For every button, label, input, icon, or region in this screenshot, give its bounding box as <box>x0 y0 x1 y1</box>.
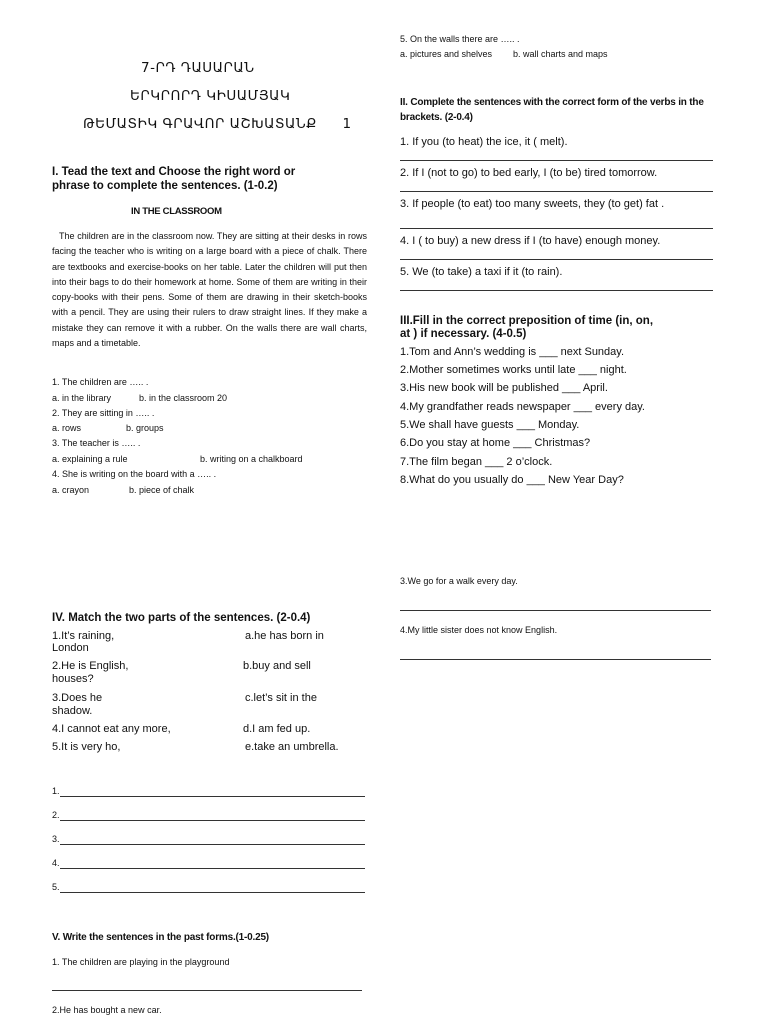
match-right-c: c.let’s sit in the <box>245 692 317 704</box>
match-right-b: b.buy and sell <box>243 660 311 672</box>
question-1-option-a: a. in the library <box>52 393 112 403</box>
grade-heading: 7-ՐԴ ԴԱՍԱՐԱՆ <box>141 60 255 76</box>
question-5: 5. On the walls there are ….. . <box>400 34 520 44</box>
past-sentence-3: 3.We go for a walk every day. <box>400 576 518 586</box>
match-left-3: 3.Does he <box>52 692 103 704</box>
answer-label-4: 4. <box>52 858 60 868</box>
work-heading <box>83 116 352 132</box>
question-3-option-b: b. writing on a chalkboard <box>200 454 303 464</box>
section5-title: V. Write the sentences in the past forms.(1-0.25) <box>52 932 269 943</box>
section4-title: IV. Match the two parts of the sentences. (2-0.4) <box>52 612 311 624</box>
match-left-4: 4.I cannot eat any more, <box>52 723 171 735</box>
question-4: 4. She is writing on the board with a ….. . <box>52 469 217 479</box>
question-3: 3. The teacher is ….. . <box>52 438 141 448</box>
answer-line-5[interactable] <box>60 892 365 893</box>
past-sentence-2: 2.He has bought a new car. <box>52 1005 162 1015</box>
past-sentence-1: 1. The children are playing in the playground <box>52 957 230 967</box>
past-answer-line-1[interactable] <box>52 990 362 991</box>
conditional-line-3[interactable] <box>400 228 713 229</box>
section3-title-line1: III.Fill in the correct preposition of time (in, on, <box>400 315 654 327</box>
preposition-item-4: 4.My grandfather reads newspaper ___ every day. <box>400 401 645 413</box>
match-left-2-cont: houses? <box>52 673 94 685</box>
answer-label-3: 3. <box>52 834 60 844</box>
conditional-line-2[interactable] <box>400 191 713 192</box>
conditional-item-4: 4. I ( to buy) a new dress if I (to have) enough money. <box>400 235 661 247</box>
answer-line-2[interactable] <box>60 820 365 821</box>
answer-label-5: 5. <box>52 882 60 892</box>
past-answer-line-3[interactable] <box>400 610 711 611</box>
question-1-option-b: b. in the classroom 20 <box>139 393 228 403</box>
match-left-1-cont: London <box>52 642 89 654</box>
question-2-option-b: b. groups <box>126 423 164 433</box>
question-4-option-a: a. crayon <box>52 485 90 495</box>
question-2-option-a: a. rows <box>52 423 82 433</box>
preposition-item-6: 6.Do you stay at home ___ Christmas? <box>400 437 591 449</box>
match-right-a: a.he has born in <box>245 630 324 642</box>
conditional-item-3: 3. If people (to eat) too many sweets, they (to get) fat . <box>400 198 665 210</box>
preposition-item-8: 8.What do you usually do ___ New Year Day? <box>400 474 624 486</box>
question-5-option-b: b. wall charts and maps <box>513 49 608 59</box>
past-sentence-4: 4.My little sister does not know English. <box>400 625 558 635</box>
section1-title-line1: I. Tead the text and Choose the right word or <box>52 166 296 178</box>
section1-title-line2: phrase to complete the sentences. (1-0.2) <box>52 180 278 192</box>
conditional-line-4[interactable] <box>400 259 713 260</box>
match-left-3-cont: shadow. <box>52 705 93 717</box>
match-right-d: d.I am fed up. <box>243 723 311 735</box>
preposition-item-5: 5.We shall have guests ___ Monday. <box>400 419 580 431</box>
question-1: 1. The children are ….. . <box>52 377 149 387</box>
answer-label-1: 1. <box>52 786 60 796</box>
question-3-option-a: a. explaining a rule <box>52 454 128 464</box>
semester-heading: ԵՐԿՐՈՐԴ ԿԻՍԱՄՅԱԿ <box>130 88 291 104</box>
preposition-item-3: 3.His new book will be published ___ April. <box>400 382 608 394</box>
question-5-option-a: a. pictures and shelves <box>400 49 493 59</box>
preposition-item-1: 1.Tom and Ann’s wedding is ___ next Sunday. <box>400 346 625 358</box>
section2-title-line2: brackets. (2-0.4) <box>400 112 473 123</box>
reading-paragraph: The children are in the classroom now. They are sitting at their desks in rows facing the teacher who is writing on a large board with a piece of chalk. There are textbooks and exercise-books on her table. Later the children will put then into their bags to do their homework at home. Some of them are writing in their copy-books with their pens. Some of them are drawing in their sketch-books with a pencil. They are using their rulers to draw straight lines. If they make a mistake they can remove it with a rubber. On the walls there are wall charts, maps and a timetable. <box>52 231 367 349</box>
match-left-2: 2.He is English, <box>52 660 129 672</box>
conditional-item-1: 1. If you (to heat) the ice, it ( melt). <box>400 136 568 148</box>
conditional-line-1[interactable] <box>400 160 713 161</box>
conditional-item-2: 2. If I (not to go) to bed early, I (to be) tired tomorrow. <box>400 167 658 179</box>
match-left-1: 1.It’s raining, <box>52 630 115 642</box>
preposition-item-7: 7.The film began ___ 2 o’clock. <box>400 456 553 468</box>
match-right-e: e.take an umbrella. <box>245 741 339 753</box>
work-title: ԹԵՄԱՏԻԿ ԳՐԱՎՈՐ ԱՇԽԱՏԱՆՔ <box>83 116 317 132</box>
section2-title-line1: II. Complete the sentences with the correct form of the verbs in the <box>400 97 704 108</box>
question-4-option-b: b. piece of chalk <box>129 485 195 495</box>
work-number: 1 <box>342 116 352 132</box>
past-answer-line-4[interactable] <box>400 659 711 660</box>
conditional-line-5[interactable] <box>400 290 713 291</box>
section3-title-line2: at ) if necessary. (4-0.5) <box>400 328 527 340</box>
answer-label-2: 2. <box>52 810 60 820</box>
answer-line-4[interactable] <box>60 868 365 869</box>
match-left-5: 5.It is very ho, <box>52 741 121 753</box>
question-2: 2. They are sitting in ….. . <box>52 408 155 418</box>
text-title: IN THE CLASSROOM <box>131 206 222 217</box>
preposition-item-2: 2.Mother sometimes works until late ___ night. <box>400 364 627 376</box>
answer-line-3[interactable] <box>60 844 365 845</box>
answer-line-1[interactable] <box>60 796 365 797</box>
conditional-item-5: 5. We (to take) a taxi if it (to rain). <box>400 266 563 278</box>
